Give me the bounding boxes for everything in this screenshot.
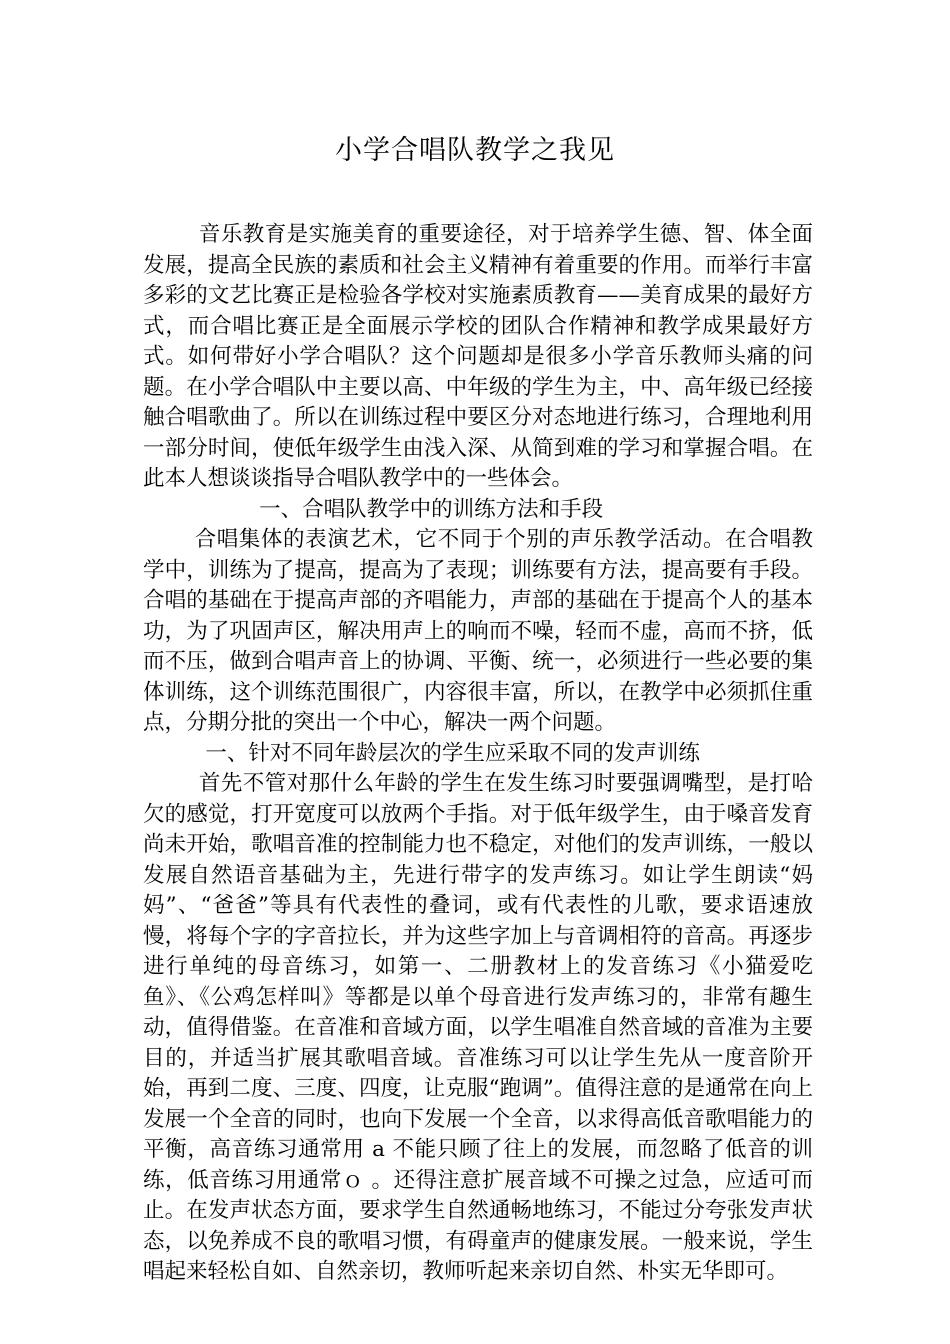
- document-title: 小学合唱队教学之我见: [335, 135, 615, 166]
- document-body: [143, 220, 813, 1288]
- vocal-training-paragraph: 首先不管对那什么年龄的学生在发生练习时要强调嘴型，是打哈欠的感觉，打开宽度可以放两个手指。对于低年级学生，由于嗓音发育尚未开始，歌唱音准的控制能力也不稳定，对他们的发声训练，一般以发展自然语音基础为主，先进行带字的发声练习。如让学生朗读“妈妈”、“爸爸”等具有代表性的叠词，或有代表性的儿歌，要求语速放慢，将每个字的字音拉长，并为这些字加上与音调相符的音高。再逐步进行单纯的母音练习，如第一、二册教材上的发音练习《小猫爱吃鱼》、《公鸡怎样叫》等都是以单个母音进行发声练习的，非常有趣生动，值得借鉴。在音准和音域方面，以学生唱准自然音域的音准为主要目的，并适当扩展其歌唱音域。音准练习可以让学生先从一度音阶开始，再到二度、三度、四度，让克服“跑调”。值得注意的是通常在向上发展一个全音的同时，也向下发展一个全音，以求得高低音歌唱能力的平衡，高音练习通常用 a 不能只顾了往上的发展，而忽略了低音的训练，低音练习用通常ｏ 。还得注意扩展音域不可操之过急，应适可而止。在发声状态方面，要求学生自然通畅地练习，不能过分夸张发声状态，以免养成不良的歌唱习惯，有碍童声的健康发展。一般来说，学生唱起来轻松自如、自然亲切，教师听起来亲切自然、朴实无华即可。: [143, 771, 813, 1284]
- section-heading-training-methods: 一、合唱队教学中的训练方法和手段: [259, 496, 604, 522]
- section-heading-vocal-training: 一、针对不同年龄层次的学生应采取不同的发声训练: [205, 740, 700, 766]
- intro-paragraph: 音乐教育是实施美育的重要途径，对于培养学生德、智、体全面发展，提高全民族的素质和社会主义精神有着重要的作用。而举行丰富多彩的文艺比赛正是检验各学校对实施素质教育——美育成果的最好方式，而合唱比赛正是全面展示学校的团队合作精神和教学成果最好方式。如何带好小学合唱队？这个问题却是很多小学音乐教师头痛的问题。在小学合唱队中主要以高、中年级的学生为主，中、高年级已经接触合唱歌曲了。所以在训练过程中要区分对态地进行练习，合理地利用一部分时间，使低年级学生由浅入深、从简到难的学习和掌握合唱。在此本人想谈谈指导合唱队教学中的一些体会。: [143, 222, 813, 491]
- training-methods-paragraph: 合唱集体的表演艺术，它不同于个别的声乐教学活动。在合唱教学中，训练为了提高，提高为了表现；训练要有方法，提高要有手段。合唱的基础在于提高声部的齐唱能力，声部的基础在于提高个人的基本功，为了巩固声区，解决用声上的响而不噪，轻而不虚，高而不挤，低而不压，做到合唱声音上的协调、平衡、统一，必须进行一些必要的集体训练，这个训练范围很广，内容很丰富，所以，在教学中必须抓住重点，分期分批的突出一个中心，解决一两个问题。: [143, 527, 813, 735]
